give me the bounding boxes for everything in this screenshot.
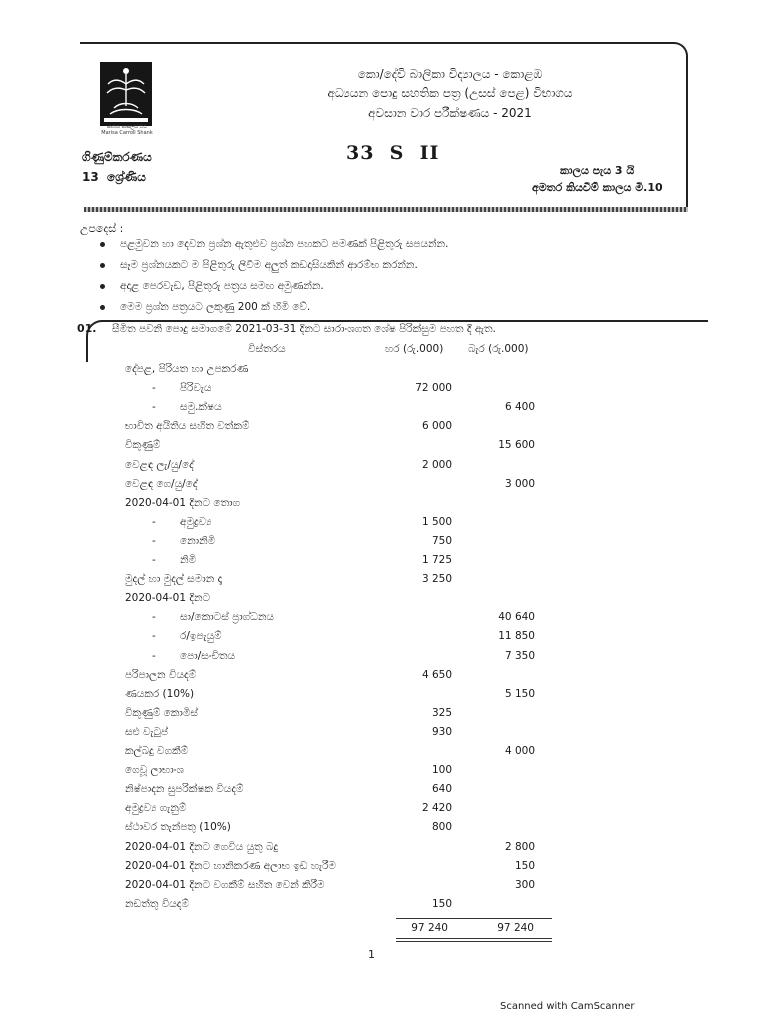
credit-amount: 3 000 — [504, 478, 535, 490]
row-dash: - — [152, 516, 156, 528]
total-credit: 97 240 — [497, 922, 534, 934]
logo-caption-line2: Marisa Carroll Shank — [101, 130, 153, 136]
total-rule-bottom-2 — [396, 941, 552, 942]
row-label: අමුද්‍රව්‍ය ගැනුම් — [125, 802, 187, 814]
row-label: නිෂ්පාදන සුපරික්ෂක වියදම් — [125, 783, 244, 795]
debit-amount: 325 — [431, 707, 452, 719]
instruction-item: පළමුවන හා දෙවන ප්‍රශ්න ඇතුළුව ප්‍රශ්න පහකට පමණක් පිළිතුරු සපයන්න. — [90, 236, 448, 257]
row-dash: - — [152, 382, 156, 394]
row-label: විකුණුම් කොමිස් — [125, 707, 198, 719]
debit-amount: 3 250 — [421, 573, 452, 585]
row-label: 2020-04-01 දිනට — [125, 592, 211, 604]
debit-amount: 4 650 — [421, 669, 452, 681]
row-label: සමු.ක්ෂය — [180, 401, 222, 413]
column-header-credit: බැර (රු.000) — [468, 343, 529, 355]
total-rule-bottom-1 — [396, 938, 552, 939]
row-label: 2020-04-01 දිනට ගෙවිය යුතු බදු — [125, 841, 279, 853]
row-label: පරිපාලන වියදම් — [125, 669, 197, 681]
row-dash: - — [152, 554, 156, 566]
credit-amount: 11 850 — [498, 630, 535, 642]
row-label: සා/කොටස් ප්‍රාග්ධනය — [180, 611, 275, 623]
credit-amount: 4 000 — [504, 745, 535, 757]
logo-caption — [97, 124, 157, 136]
row-label: ණයකර (10%) — [125, 688, 195, 700]
total-rule-top — [396, 918, 552, 919]
exam-name: අධ්‍යයන පොදු සහතික පත්‍ර (උසස් පෙළ) විභාගය — [327, 86, 573, 100]
instructions-list — [90, 236, 448, 320]
debit-amount: 1 725 — [421, 554, 452, 566]
row-label: කල්බදු වගකීම් — [125, 745, 189, 757]
row-label: නඩත්තු වියදම් — [125, 898, 190, 910]
question-text: සීමිත පවනි පොදු සමාගමේ 2021-03-31 දිනට සාරාංශගත ශේෂ පිරික්සුම පහත දී ඇත. — [112, 323, 496, 335]
debit-amount: 750 — [431, 535, 452, 547]
instruction-item: මෙම ප්‍රශ්න පත්‍රයට ලකුණු 200 ක් හිමි වේ. — [90, 299, 448, 320]
debit-amount: 930 — [431, 726, 452, 738]
row-label: පො/සංචිතය — [180, 650, 236, 662]
row-label: ගෙවූ ලාභාංශ — [125, 764, 184, 776]
debit-amount: 640 — [431, 783, 452, 795]
separator-band — [84, 207, 688, 212]
row-label: 2020-04-01 දිනට හානිකරණ අලාභ ඉඩ හැරීම — [125, 860, 336, 872]
school-title: කො/දේවි බාලිකා විද්‍යාලය - කොළඹ — [357, 67, 543, 81]
debit-amount: 100 — [431, 764, 452, 776]
row-dash: - — [152, 401, 156, 413]
column-header-description: විස්තරය — [248, 343, 286, 355]
credit-amount: 5 150 — [504, 688, 535, 700]
grade-label: 13 ශ්‍රේණිය — [82, 170, 146, 184]
row-label: 2020-04-01 දිනට වගකීම් සහිත වෙන් කිරීම — [125, 879, 325, 891]
debit-amount: 2 000 — [421, 459, 452, 471]
debit-amount: 800 — [431, 821, 452, 833]
instructions-heading: උපදෙස් : — [80, 222, 124, 235]
credit-amount: 7 350 — [504, 650, 535, 662]
credit-amount: 2 800 — [504, 841, 535, 853]
debit-amount: 6 000 — [421, 420, 452, 432]
instruction-item: අදාළ පෙරවැඩ, පිළිතුරු පත්‍රය සමඟ අමුණන්න. — [90, 278, 448, 299]
credit-amount: 40 640 — [498, 611, 535, 623]
row-dash: - — [152, 650, 156, 662]
row-label: සළු වැටුප් — [125, 726, 169, 738]
row-label: වෙළඳ ලැ/යු/දේ — [125, 459, 194, 471]
scanner-watermark: Scanned with CamScanner — [500, 1001, 635, 1012]
row-label: වෙළඳ ගෙ/යු/දේ — [125, 478, 198, 490]
row-label: නිමි — [180, 554, 197, 566]
debit-amount: 72 000 — [415, 382, 452, 394]
paper-code: 33 S II — [346, 142, 440, 164]
row-dash: - — [152, 611, 156, 623]
row-label: මුදල් හා මුදල් සමාන දෑ — [125, 573, 223, 585]
total-debit: 97 240 — [411, 922, 448, 934]
debit-amount: 150 — [431, 898, 452, 910]
page-number: 1 — [368, 948, 375, 961]
term-name: අවසාන වාර පරීක්ෂණය - 2021 — [368, 106, 532, 120]
row-label: පිරිවැය — [180, 382, 212, 394]
question-number: 01. — [77, 322, 97, 335]
row-label: ර/ඉපැයුම් — [180, 630, 222, 642]
extra-reading-time: අමතර කියවීම් කාලය මි.10 — [532, 181, 663, 194]
credit-amount: 15 600 — [498, 439, 535, 451]
row-label: දේපළ, පිරියත හා උපකරණ — [125, 363, 249, 375]
time-allowed: කාලය පැය 3 යි — [560, 164, 635, 177]
credit-amount: 150 — [514, 860, 535, 872]
credit-amount: 6 400 — [504, 401, 535, 413]
column-header-debit: හර (රු.000) — [385, 343, 444, 355]
row-label: විකුණුම් — [125, 439, 161, 451]
credit-amount: 300 — [514, 879, 535, 891]
debit-amount: 2 420 — [421, 802, 452, 814]
row-label: ස්ථාවර තැන්පතු (10%) — [125, 821, 231, 833]
row-label: භාවිත අයිතිය සහිත වත්කම් — [125, 420, 250, 432]
row-dash: - — [152, 630, 156, 642]
debit-amount: 1 500 — [421, 516, 452, 528]
row-dash: - — [152, 535, 156, 547]
row-label: 2020-04-01 දිනට තොග — [125, 497, 241, 509]
row-label: නොනිමි — [180, 535, 216, 547]
instruction-item: සෑම ප්‍රශ්නයකට ම පිළිතුරු ලිවීම අලුත් කඩදාසියකින් ආරම්භ කරන්න. — [90, 257, 448, 278]
subject-name: ගිණුම්කරණය — [82, 150, 152, 164]
row-label: අමුද්‍රව්‍ය — [180, 516, 212, 528]
logo-caption-line1: ජාතික පාසලක් ඩිව — [106, 124, 148, 130]
